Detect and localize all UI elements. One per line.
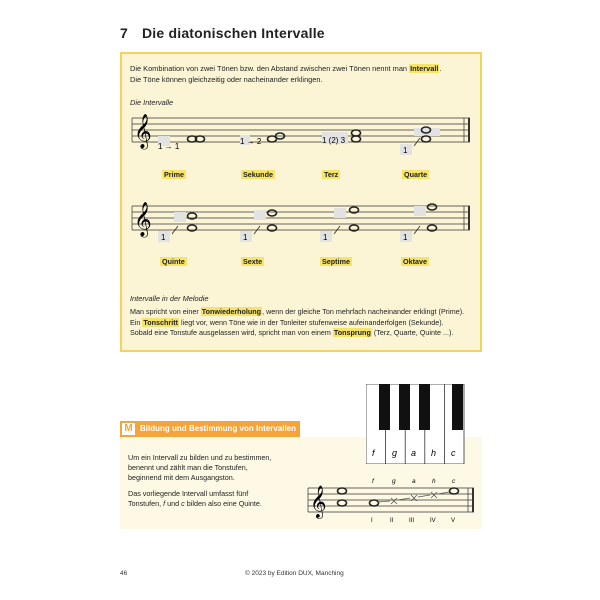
intro-line1: Die Kombination von zwei Tönen bzw. den Abstand zwischen zwei Tönen nennt man: [130, 64, 408, 73]
intervals-heading: Die Intervalle: [130, 98, 174, 107]
note-head: [370, 500, 379, 506]
note-head: [450, 488, 459, 494]
scale-numeral: I: [371, 518, 373, 524]
method-p1-line3: beginnend mit dem Ausgangston.: [128, 473, 235, 482]
method-p2-line2: Tonstufen, f und c bilden also eine Quinte.: [128, 499, 262, 508]
copyright: © 2023 by Edition DUX, Manching: [245, 570, 344, 577]
keyboard: [366, 384, 466, 464]
chapter-title: Die diatonischen Intervalle: [142, 25, 325, 41]
label-quinte: Quinte: [162, 257, 185, 266]
label-septime: Septime: [322, 257, 350, 266]
black-key: [452, 384, 463, 430]
scale-numeral: V: [451, 518, 456, 524]
label-prime: Prime: [164, 170, 184, 179]
page-number: 46: [120, 570, 128, 577]
step-box: [334, 208, 346, 218]
intro-line2: Die Töne können gleichzeitig oder nacheinander erklingen.: [130, 75, 323, 84]
intro-text: [130, 63, 475, 85]
key-label: g: [392, 448, 398, 458]
step-label: 1 → 1: [158, 142, 180, 151]
method-text: [128, 453, 293, 509]
scale-letter: h: [432, 478, 436, 485]
black-key: [419, 384, 430, 430]
scale-numeral: II: [390, 518, 394, 524]
method-p2-line1: Das vorliegende Intervall umfasst fünf: [128, 489, 249, 498]
step-label: 1: [243, 233, 248, 242]
step-box: [414, 206, 426, 216]
scale-letter: g: [392, 478, 396, 485]
example-staff: [306, 474, 486, 526]
key-label: f: [372, 448, 375, 458]
note-head: [338, 500, 347, 506]
key-label: c: [451, 448, 456, 458]
chapter-heading: [120, 25, 325, 41]
step-box: [414, 128, 440, 136]
melody-text: [130, 307, 475, 339]
melody-s3-pre: Sobald eine Tonstufe ausgelassen wird, spricht man von einem: [130, 328, 331, 337]
key-label: a: [411, 448, 417, 458]
label-sexte: Sexte: [243, 257, 263, 266]
term-tonschritt: Tonschritt: [143, 317, 178, 327]
melody-s2-pre: Ein: [130, 317, 141, 327]
note-head: [422, 136, 431, 142]
step-label: 1: [403, 233, 408, 242]
intro-line1-end: .: [439, 64, 442, 73]
treble-clef-icon: 𝄞: [310, 486, 327, 517]
step-label: 1: [403, 146, 408, 155]
melody-s2-post: liegt vor, wenn Töne wie in der Tonleiter stufenweise aufeinanderfolgen (Sekunde).: [181, 317, 444, 327]
label-quarte: Quarte: [404, 170, 428, 179]
method-badge: M: [122, 423, 135, 435]
term-intervall: Intervall: [410, 64, 439, 73]
step-label: 1: [161, 233, 166, 242]
staff-row-2: [128, 198, 474, 254]
term-tonsprung: Tonsprung: [333, 328, 371, 337]
method-p1-line2: benennt und zählt man die Tonstufen,: [128, 463, 248, 472]
step-label: 1 (2) 3: [322, 136, 346, 145]
scale-letter: a: [412, 478, 416, 485]
label-oktave: Oktave: [403, 257, 427, 266]
note-head: [338, 488, 347, 494]
scale-letter: f: [372, 478, 374, 485]
scale-numeral: IV: [430, 518, 436, 524]
key-label: h: [431, 448, 437, 458]
chapter-number: 7: [120, 25, 128, 41]
step-box: [254, 210, 266, 220]
black-key: [399, 384, 410, 430]
label-terz: Terz: [324, 170, 339, 179]
note-head: [268, 210, 277, 216]
note-c: c: [181, 499, 185, 508]
note-head: [352, 136, 361, 142]
step-label: 1: [323, 233, 328, 242]
black-key: [379, 384, 390, 430]
note-f: f: [163, 499, 166, 508]
treble-clef-icon: 𝄞: [134, 203, 152, 236]
melody-s1-pre: Man spricht von einer: [130, 307, 199, 316]
melody-s1-post: , wenn der gleiche Ton mehrfach nacheinander erklingt (Prime).: [262, 307, 465, 316]
method-title: Bildung und Bestimmung von Intervallen: [140, 424, 297, 433]
method-p1-line1: Um ein Intervall zu bilden und zu bestimmen,: [128, 453, 272, 462]
label-sekunde: Sekunde: [243, 170, 273, 179]
treble-clef-icon: 𝄞: [134, 115, 152, 148]
scale-numeral: III: [409, 518, 415, 524]
note-head: [352, 130, 361, 136]
note-head: [428, 204, 437, 210]
term-tonwiederholung: Tonwiederholung: [201, 307, 262, 316]
step-box: [174, 212, 186, 222]
step-label: 1 → 2: [240, 137, 262, 146]
melody-heading: Intervalle in der Melodie: [130, 294, 209, 303]
melody-s3-post: (Terz, Quarte, Quinte ...).: [373, 328, 454, 337]
scale-letter: c: [452, 478, 456, 485]
